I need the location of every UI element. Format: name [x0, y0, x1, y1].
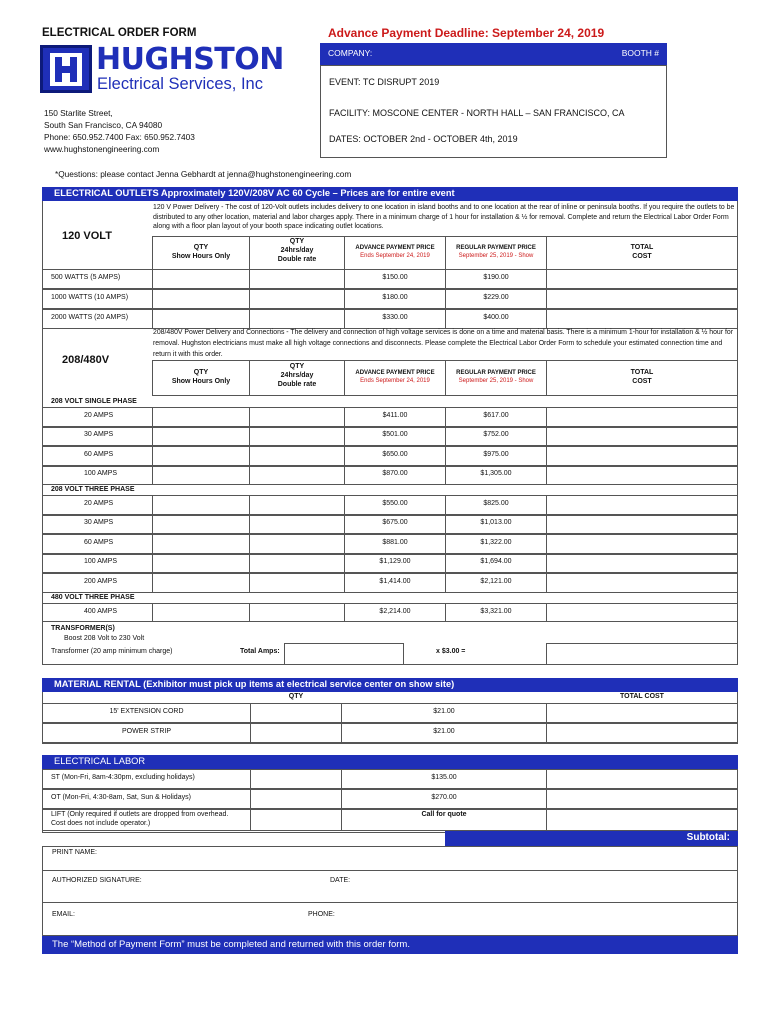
material-total-header: TOTAL COST [620, 693, 664, 700]
qty-24-header-cell-208 [249, 360, 345, 396]
reg-price-header: REGULAR PAYMENT PRICE [456, 245, 536, 251]
total-cost-input[interactable] [546, 446, 738, 466]
total-cost-input[interactable] [546, 495, 738, 515]
logo-subtitle: Electrical Services, Inc [97, 75, 263, 93]
adv-ends-header: Ends September 24, 2019 [360, 252, 430, 259]
address-line-2: South San Francisco, CA 94080 [44, 120, 163, 130]
company-field[interactable] [320, 43, 667, 65]
reg-price-header-cell-208 [445, 360, 547, 396]
labor-item-label: OT (Mon-Fri, 4:30-8am, Sat, Sun & Holidays) [51, 794, 191, 801]
reg-price-value: $617.00 [483, 411, 509, 419]
date-label: DATE: [330, 877, 351, 884]
outlet-row-label: 1000 WATTS (10 AMPS) [51, 294, 129, 301]
company-label: COMPANY: [328, 48, 373, 58]
material-total-input[interactable] [546, 723, 738, 743]
outlet-row-label: 2000 WATTS (20 AMPS) [51, 314, 129, 321]
outlet-row-label: 60 AMPS [84, 450, 114, 458]
material-total-input[interactable] [546, 703, 738, 723]
outlet-row-label: 30 AMPS [84, 519, 114, 527]
adv-price-value: $550.00 [382, 499, 408, 507]
outlet-row-label: 500 WATTS (5 AMPS) [51, 274, 121, 281]
qty-24-input[interactable] [249, 407, 345, 427]
logo-wordmark: HUGHSTON [96, 42, 284, 77]
form-title: ELECTRICAL ORDER FORM [42, 27, 197, 39]
reg-price-value: $752.00 [483, 431, 509, 439]
deadline-text: Advance Payment Deadline: September 24, 2019 [328, 26, 605, 40]
adv-price-header: ADVANCE PAYMENT PRICE [355, 245, 435, 251]
transformer-sub: Boost 208 Volt to 230 Volt [64, 635, 145, 642]
event-dates: DATES: OCTOBER 2nd - OCTOBER 4th, 2019 [329, 134, 518, 144]
reg-price-value: $400.00 [483, 314, 509, 321]
reg-price-value: $825.00 [483, 499, 509, 507]
adv-price-value: $675.00 [382, 519, 408, 527]
outlets-section-bar: ELECTRICAL OUTLETS Approximately 120V/208V AC 60 Cycle – Prices are for entire event [42, 187, 738, 201]
reg-price-value: $229.00 [483, 294, 509, 301]
qty-show-input[interactable] [152, 534, 250, 554]
adv-price-value: $501.00 [382, 431, 408, 439]
email-input[interactable] [85, 904, 305, 934]
reg-ends-header: September 25, 2019 - Show [458, 252, 534, 259]
qty-24-input[interactable] [249, 495, 345, 515]
total-amps-input[interactable] [284, 643, 404, 665]
qty-show-header-208: QTY Show Hours Only [171, 369, 231, 385]
outlet-row-label: 20 AMPS [84, 411, 114, 419]
qty-show-input[interactable] [152, 603, 250, 622]
event-name: EVENT: TC DISRUPT 2019 [329, 77, 440, 87]
phone-label: PHONE: [308, 911, 335, 918]
qty-24-input[interactable] [249, 573, 345, 593]
reg-price-header-cell [445, 236, 547, 270]
qty-show-input[interactable] [152, 515, 250, 535]
subtotal-label: Subtotal: [686, 832, 730, 843]
qty-24-header: QTY 24hrs/day Double rate [277, 238, 317, 263]
qty-24-input[interactable] [249, 309, 345, 329]
labor-price-value: $270.00 [431, 794, 457, 801]
three-phase-label: 208 VOLT THREE PHASE [51, 486, 135, 493]
outlet-row-label: 100 AMPS [84, 470, 118, 478]
material-qty-header: QTY [288, 693, 304, 700]
reg-price-value: $1,305.00 [480, 470, 512, 478]
event-info-box [320, 65, 667, 158]
labor-item-label: LIFT (Only required if outlets are dropped from overhead. Cost does not include operator.) [51, 811, 229, 827]
material-item-label: POWER STRIP [121, 728, 171, 735]
outlet-row-label: 200 AMPS [84, 577, 118, 585]
booth-label: BOOTH # [621, 48, 659, 58]
total-cost-input[interactable] [546, 573, 738, 593]
questions-contact: *Questions: please contact Jenna Gebhardt at jenna@hughstonengineering.com [55, 169, 352, 179]
reg-price-header-208: REGULAR PAYMENT PRICE [456, 370, 536, 376]
qty-24-input[interactable] [249, 515, 345, 535]
qty-24-input[interactable] [249, 289, 345, 309]
total-cost-input[interactable] [546, 554, 738, 574]
adv-price-value: $1,414.00 [379, 577, 411, 585]
address-line-1: 150 Starlite Street, [44, 108, 113, 118]
adv-price-value: $180.00 [382, 294, 408, 301]
adv-price-value: $1,129.00 [379, 558, 411, 566]
labor-total-input[interactable] [546, 789, 738, 809]
reg-ends-header-208: September 25, 2019 - Show [458, 377, 534, 384]
qty-show-header-cell-208 [152, 360, 250, 396]
qty-show-header-cell [152, 236, 250, 270]
transformer-label: TRANSFORMER(S) [51, 625, 115, 632]
labor-total-input[interactable] [546, 769, 738, 789]
reg-price-value: $190.00 [483, 274, 509, 281]
date-input[interactable] [360, 872, 730, 900]
signature-label: AUTHORIZED SIGNATURE: [52, 877, 142, 884]
480v-label: 480 VOLT THREE PHASE [51, 594, 135, 601]
qty-show-input[interactable] [152, 446, 250, 466]
email-label: EMAIL: [52, 911, 75, 918]
qty-show-input[interactable] [152, 269, 250, 289]
qty-show-input[interactable] [152, 554, 250, 574]
adv-price-header-208: ADVANCE PAYMENT PRICE [355, 370, 435, 376]
qty-show-header: QTY Show Hours Only [171, 244, 231, 260]
adv-price-value: $870.00 [382, 470, 408, 478]
qty-show-input[interactable] [152, 309, 250, 329]
total-cost-header-cell-208 [546, 360, 738, 396]
outlet-row-label: 100 AMPS [84, 558, 118, 566]
adv-price-header-cell-208 [344, 360, 446, 396]
total-cost-header-208: TOTAL COST [630, 369, 654, 385]
material-section-bar: MATERIAL RENTAL (Exhibitor must pick up items at electrical service center on show site) [42, 678, 738, 692]
labor-price-value: Call for quote [421, 811, 467, 818]
qty-24-input[interactable] [249, 554, 345, 574]
total-cost-input[interactable] [546, 427, 738, 447]
labor-item-label: ST (Mon-Fri, 8am-4:30pm, excluding holidays) [51, 774, 195, 781]
labor-qty-input[interactable] [250, 769, 342, 789]
reg-price-value: $2,121.00 [480, 577, 512, 585]
208v-description: 208/480V Power Delivery and Connections - The delivery and connection of high voltage services is done on a time and material basis. There is a minimum 1-hour for installation & ½ hour for removal. Hughston electricians must make all high voltage connections and disconnects. Please complete the Electrical Labor Order Form to schedule your estimated connection time and return it with this order. [153, 329, 734, 358]
qty-show-input[interactable] [152, 495, 250, 515]
total-cost-input[interactable] [546, 603, 738, 622]
adv-ends-header-208: Ends September 24, 2019 [360, 377, 430, 384]
adv-price-value: $330.00 [382, 314, 408, 321]
material-qty-input[interactable] [250, 703, 342, 723]
outlet-row-label: 20 AMPS [84, 499, 114, 507]
reg-price-value: $1,694.00 [480, 558, 512, 566]
labor-total-input[interactable] [546, 809, 738, 831]
qty-24-input[interactable] [249, 446, 345, 466]
company-logo [40, 44, 295, 96]
labor-price-value: $135.00 [431, 774, 457, 781]
transformer-row-label: Transformer (20 amp minimum charge) [51, 648, 173, 655]
outlet-row-label: 400 AMPS [84, 607, 118, 615]
total-cost-input[interactable] [546, 309, 738, 329]
total-cost-input[interactable] [546, 289, 738, 309]
qty-show-input[interactable] [152, 289, 250, 309]
total-cost-input[interactable] [546, 466, 738, 486]
qty-show-input[interactable] [152, 427, 250, 447]
material-item-label: 15' EXTENSION CORD [109, 708, 184, 715]
labor-section-bar: ELECTRICAL LABOR [42, 755, 738, 769]
120v-label: 120 VOLT [62, 230, 112, 242]
adv-price-value: $411.00 [382, 411, 408, 419]
facility-name: FACILITY: MOSCONE CENTER - NORTH HALL – SAN FRANCISCO, CA [329, 108, 625, 118]
qty-24-input[interactable] [249, 427, 345, 447]
total-cost-input[interactable] [546, 407, 738, 427]
payment-note-bar: The “Method of Payment Form” must be completed and returned with this order form. [42, 936, 738, 954]
material-qty-input[interactable] [250, 723, 342, 743]
outlet-row-label: 60 AMPS [84, 538, 114, 546]
print-name-input[interactable] [110, 847, 730, 869]
reg-price-value: $1,322.00 [480, 538, 512, 546]
qty-24-input[interactable] [249, 269, 345, 289]
adv-price-value: $2,214.00 [379, 607, 411, 615]
labor-qty-input[interactable] [250, 789, 342, 809]
total-cost-input[interactable] [546, 515, 738, 535]
qty-show-input[interactable] [152, 466, 250, 486]
qty-24-input[interactable] [249, 466, 345, 486]
adv-price-value: $650.00 [382, 450, 408, 458]
adv-price-value: $881.00 [382, 538, 408, 546]
total-cost-header-cell [546, 236, 738, 270]
single-phase-label: 208 VOLT SINGLE PHASE [51, 398, 137, 405]
total-cost-input[interactable] [546, 534, 738, 554]
reg-price-value: $3,321.00 [480, 607, 512, 615]
adv-price-header-cell [344, 236, 446, 270]
reg-price-value: $975.00 [483, 450, 509, 458]
120v-description: 120 V Power Delivery - The cost of 120-Volt outlets includes delivery to one location in island booths and to one location at the rear of inline or peninsula booths. If you require the outlets to be distributed to any other location, material and labor charges apply. There in a minimum charge of 1 hour for installation & ½ for removal. Complete and return the Electrical Labor Order Form along with a floor plan layout of your booth space indicating outlet locations. [153, 204, 735, 231]
208v-label: 208/480V [62, 354, 110, 366]
logo-h-icon [40, 45, 92, 93]
labor-qty-input[interactable] [250, 809, 342, 831]
material-price-value: $21.00 [433, 728, 455, 735]
qty-24-header-cell [249, 236, 345, 270]
qty-show-input[interactable] [152, 407, 250, 427]
subtotal-bar [445, 831, 738, 846]
transformer-total-input[interactable] [546, 643, 738, 665]
total-cost-header: TOTAL COST [630, 244, 654, 260]
qty-24-input[interactable] [249, 534, 345, 554]
qty-24-header-208: QTY 24hrs/day Double rate [277, 363, 317, 388]
total-cost-input[interactable] [546, 269, 738, 289]
signature-input[interactable] [150, 872, 320, 900]
x-rate-label: x $3.00 = [436, 648, 466, 655]
phone-input[interactable] [340, 904, 730, 934]
company-address [44, 107, 195, 155]
qty-24-input[interactable] [249, 603, 345, 622]
total-amps-label: Total Amps: [240, 648, 280, 655]
website-link[interactable]: www.hughstonengineering.com [44, 144, 160, 154]
material-price-value: $21.00 [433, 708, 455, 715]
outlet-row-label: 30 AMPS [84, 431, 114, 439]
qty-show-input[interactable] [152, 573, 250, 593]
adv-price-value: $150.00 [382, 274, 408, 281]
print-name-label: PRINT NAME: [52, 849, 97, 856]
reg-price-value: $1,013.00 [480, 519, 512, 527]
phone-fax: Phone: 650.952.7400 Fax: 650.952.7403 [44, 132, 195, 142]
